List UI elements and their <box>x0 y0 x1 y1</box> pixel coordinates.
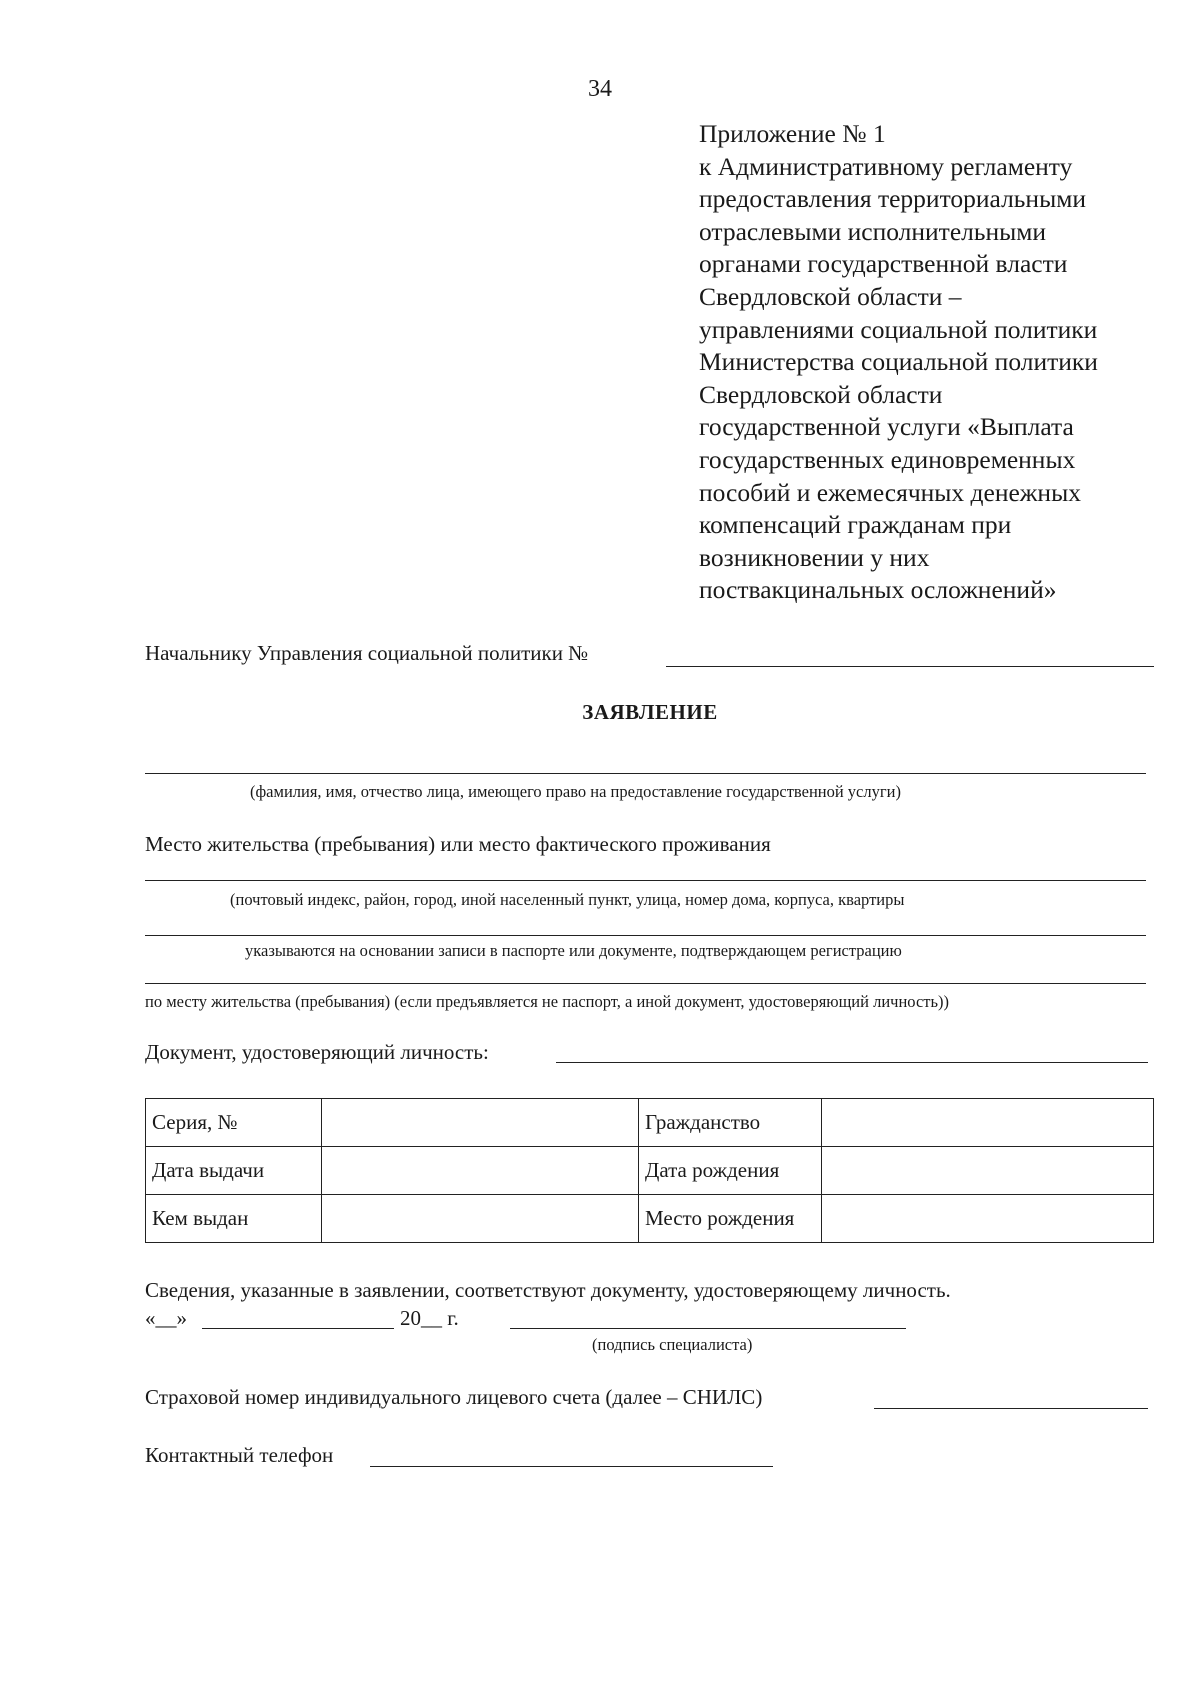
appendix-line: управлениями социальной политики <box>699 314 1098 344</box>
appendix-line: Свердловской области – <box>699 281 962 311</box>
birth-date-label: Дата рождения <box>639 1147 822 1195</box>
address-caption-2: указываются на основании записи в паспорте или документе, подтверждающем регистрацию <box>245 941 902 960</box>
issue-date-value-cell[interactable] <box>322 1147 639 1195</box>
id-document-table <box>145 1098 1154 1243</box>
birth-date-value-cell[interactable] <box>822 1147 1154 1195</box>
phone-label: Контактный телефон <box>145 1443 334 1467</box>
page-number: 34 <box>588 76 612 102</box>
appendix-line: предоставления территориальными <box>699 184 1086 214</box>
appendix-line: пособий и ежемесячных денежных <box>699 477 1081 507</box>
address-caption-1: (почтовый индекс, район, город, иной населенный пункт, улица, номер дома, корпуса, квартиры <box>230 890 905 909</box>
signature-caption: (подпись специалиста) <box>592 1335 753 1354</box>
appendix-line: к Административному регламенту <box>699 151 1073 181</box>
address-field-line-2[interactable] <box>145 935 1146 936</box>
addressee-field[interactable] <box>666 666 1154 667</box>
issue-date-label: Дата выдачи <box>146 1147 322 1195</box>
appendix-line: возникновении у них <box>699 542 930 572</box>
full-name-field[interactable] <box>145 773 1146 774</box>
citizenship-value-cell[interactable] <box>822 1099 1154 1147</box>
issued-by-value-cell[interactable] <box>322 1195 639 1243</box>
appendix-line: Министерства социальной политики <box>699 347 1098 377</box>
date-month-field[interactable] <box>202 1328 394 1329</box>
appendix-line: отраслевыми исполнительными <box>699 216 1047 246</box>
address-caption-3: по месту жительства (пребывания) (если предъявляется не паспорт, а иной документ, удостоверяющий личность)) <box>145 992 949 1011</box>
address-field-line-3[interactable] <box>145 983 1146 984</box>
phone-field[interactable] <box>370 1466 773 1467</box>
table-row <box>146 1195 1154 1243</box>
appendix-line: компенсаций гражданам при <box>699 510 1012 540</box>
id-document-field[interactable] <box>556 1062 1148 1063</box>
series-value-cell[interactable] <box>322 1099 639 1147</box>
date-year[interactable]: 20__ г. <box>400 1306 459 1330</box>
table-row <box>146 1147 1154 1195</box>
appendix-line: поствакцинальных осложнений» <box>699 575 1057 605</box>
address-field-line-1[interactable] <box>145 880 1146 881</box>
snils-field[interactable] <box>874 1408 1148 1409</box>
series-label: Серия, № <box>146 1099 322 1147</box>
appendix-block <box>699 118 1098 607</box>
appendix-line: государственных единовременных <box>699 444 1076 474</box>
appendix-line: органами государственной власти <box>699 249 1068 279</box>
birth-place-value-cell[interactable] <box>822 1195 1154 1243</box>
verification-text: Сведения, указанные в заявлении, соответствуют документу, удостоверяющему личность. <box>145 1278 951 1302</box>
specialist-signature-field[interactable] <box>510 1328 906 1329</box>
id-document-label: Документ, удостоверяющий личность: <box>145 1040 489 1064</box>
table-row <box>146 1099 1154 1147</box>
citizenship-label: Гражданство <box>639 1099 822 1147</box>
appendix-line: Свердловской области <box>699 379 943 409</box>
birth-place-label: Место рождения <box>639 1195 822 1243</box>
document-title: ЗАЯВЛЕНИЕ <box>582 700 718 724</box>
issued-by-label: Кем выдан <box>146 1195 322 1243</box>
addressee-label: Начальнику Управления социальной политики № <box>145 641 589 665</box>
snils-label: Страховой номер индивидуального лицевого счета (далее – СНИЛС) <box>145 1385 763 1409</box>
full-name-caption: (фамилия, имя, отчество лица, имеющего право на предоставление государственной услуги) <box>250 782 901 801</box>
residence-label: Место жительства (пребывания) или место фактического проживания <box>145 832 771 856</box>
appendix-line: государственной услуги «Выплата <box>699 412 1074 442</box>
appendix-line: Приложение № 1 <box>699 119 886 148</box>
date-day[interactable]: «__» <box>145 1306 187 1330</box>
